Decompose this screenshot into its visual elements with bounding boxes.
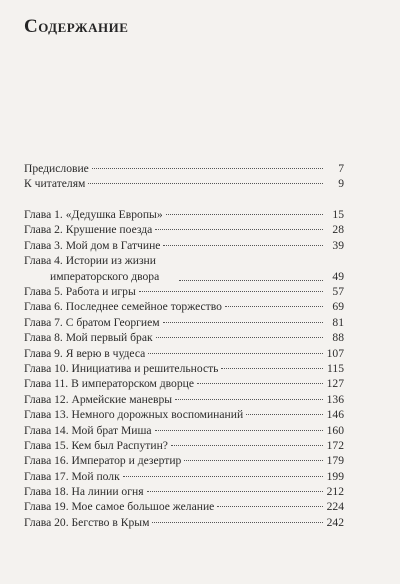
- toc-entry-label: Глава 10. Инициатива и решительность: [24, 361, 219, 375]
- toc-entry-label: Глава 1. «Дедушка Европы»: [24, 208, 163, 221]
- toc-entry-page: 146: [326, 408, 344, 422]
- dot-leader: [225, 306, 323, 307]
- toc-entry: [24, 161, 344, 176]
- toc-entry-page: 199: [326, 469, 344, 483]
- toc-entry-page: 9: [338, 177, 344, 191]
- dot-leader: [123, 476, 323, 477]
- toc-entry-page: 57: [332, 284, 344, 298]
- toc-entry-page: 160: [326, 423, 344, 437]
- toc-entry: [24, 253, 344, 284]
- toc-entry-label: Глава 12. Армейские маневры: [24, 392, 173, 406]
- toc-entry: [24, 346, 344, 361]
- toc-entry-page: 172: [326, 438, 344, 452]
- dot-leader: [92, 168, 323, 169]
- dot-leader: [152, 522, 323, 523]
- toc-entry-page: 39: [332, 238, 344, 252]
- dot-leader: [163, 322, 323, 323]
- dot-leader: [184, 460, 323, 461]
- toc-entry-page: 15: [332, 208, 344, 221]
- dot-leader: [197, 383, 323, 384]
- toc-entry-label: Глава 13. Немного дорожных воспоминаний: [24, 408, 244, 422]
- toc-entry-page: 49: [332, 269, 344, 283]
- dot-leader: [175, 399, 323, 400]
- dot-leader: [221, 368, 323, 369]
- toc-entry-label-line2: императорского двора: [50, 269, 160, 283]
- toc-entry: [24, 299, 344, 314]
- dot-leader: [155, 430, 323, 431]
- toc-entry-label: К читателям: [24, 177, 86, 191]
- toc-entry-page: 136: [326, 392, 344, 406]
- toc-entry-page: 81: [332, 315, 344, 329]
- dot-leader: [217, 506, 323, 507]
- toc-entry-label: Глава 5. Работа и игры: [24, 284, 136, 298]
- toc-entry: [24, 222, 344, 237]
- toc-entry-label: Глава 8. Мой первый брак: [24, 331, 153, 345]
- toc-entry-label: [24, 253, 176, 284]
- toc-entry-label: Глава 6. Последнее семейное торжество: [24, 300, 222, 314]
- toc-entry: [24, 238, 344, 253]
- dot-leader: [147, 491, 323, 492]
- toc-entry-page: 242: [326, 515, 344, 529]
- toc-entry-label: Глава 11. В императорском дворце: [24, 377, 194, 391]
- toc-entry: [24, 207, 344, 222]
- toc-entry: [24, 315, 344, 330]
- toc-entry-label: Глава 20. Бегство в Крым: [24, 515, 150, 529]
- toc-entry: [24, 176, 344, 191]
- toc-entry-page: 7: [338, 162, 344, 175]
- dot-leader: [163, 245, 323, 246]
- toc-entry-page: 107: [326, 346, 344, 360]
- page-title: Содержание: [24, 16, 129, 37]
- toc-entry-page: 212: [326, 485, 344, 499]
- toc-entry: [24, 361, 344, 376]
- toc-entry-label: Глава 3. Мой дом в Гатчине: [24, 238, 161, 252]
- toc-entry-label: Глава 15. Кем был Распутин?: [24, 438, 168, 452]
- toc-entry: [24, 330, 344, 345]
- toc-entry: [24, 423, 344, 438]
- toc-entry-label: Предисловие: [24, 162, 89, 175]
- toc-entry: [24, 469, 344, 484]
- toc-entry-label: Глава 19. Мое самое большое желание: [24, 500, 215, 514]
- toc-entry: [24, 453, 344, 468]
- dot-leader: [246, 414, 323, 415]
- dot-leader: [148, 353, 323, 354]
- toc-entry-label: Глава 17. Мой полк: [24, 469, 120, 483]
- dot-leader: [179, 280, 323, 281]
- dot-leader: [156, 337, 323, 338]
- toc-entry-label: Глава 18. На линии огня: [24, 485, 144, 499]
- toc-entry: [24, 407, 344, 422]
- dot-leader: [88, 183, 323, 184]
- toc-entry-page: 69: [332, 300, 344, 314]
- toc-entry-page: 224: [326, 500, 344, 514]
- dot-leader: [139, 291, 323, 292]
- toc-entry-label: Глава 14. Мой брат Миша: [24, 423, 152, 437]
- toc-entry: [24, 515, 344, 530]
- toc-entry: [24, 284, 344, 299]
- front-matter-list: [24, 161, 344, 192]
- toc-entry: [24, 484, 344, 499]
- dot-leader: [171, 445, 323, 446]
- toc-entry-label: Глава 9. Я верю в чудеса: [24, 346, 146, 360]
- toc-entry-page: 115: [327, 361, 344, 375]
- toc-entry-page: 127: [326, 377, 344, 391]
- toc-entry-label: Глава 16. Император и дезертир: [24, 454, 182, 468]
- toc-entry-page: 28: [332, 223, 344, 237]
- dot-leader: [166, 214, 323, 215]
- toc-entry: [24, 376, 344, 391]
- toc-entry-label: Глава 7. С братом Георгием: [24, 315, 160, 329]
- toc-entry: [24, 499, 344, 514]
- toc-entry: [24, 438, 344, 453]
- toc-entry-label-line1: Глава 4. Истории из жизни: [24, 254, 156, 268]
- toc-entry-page: 88: [332, 331, 344, 345]
- toc-entry-label: Глава 2. Крушение поезда: [24, 223, 153, 237]
- dot-leader: [155, 229, 323, 230]
- chapter-list: [24, 207, 344, 530]
- toc-entry: [24, 392, 344, 407]
- toc-entry-page: 179: [326, 454, 344, 468]
